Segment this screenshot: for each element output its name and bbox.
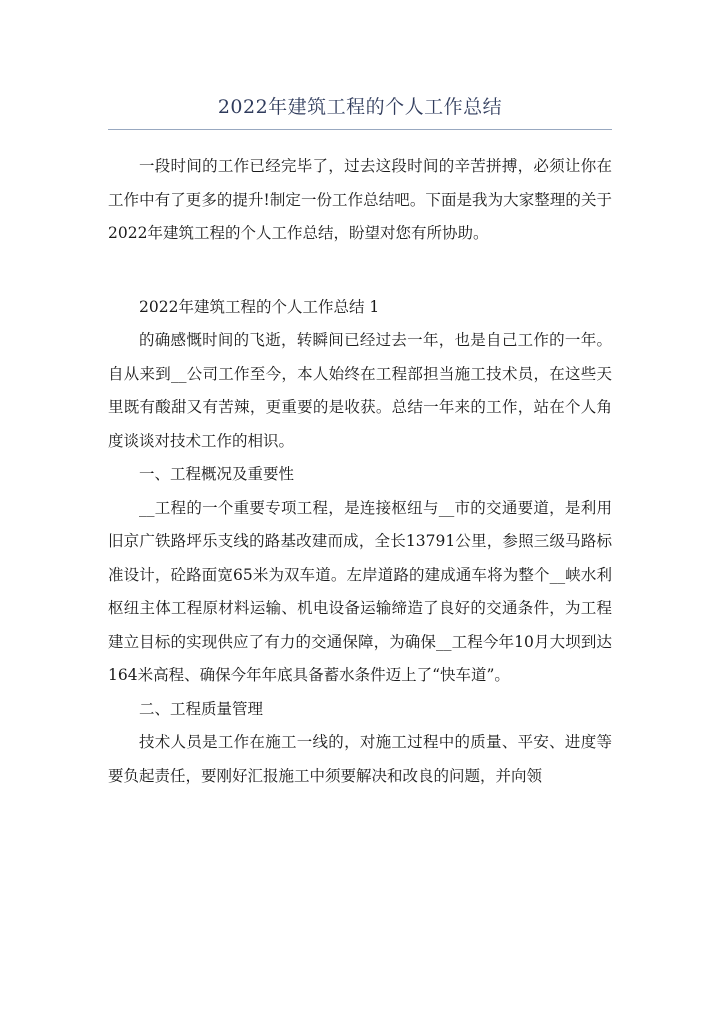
document-body xyxy=(108,150,612,793)
section-title: 2022年建筑工程的个人工作总结 1 xyxy=(139,297,380,316)
body-paragraph-1: 的确感慨时间的飞逝，转瞬间已经过去一年，也是自己工作的一年。自从来到__公司工作至今，本人始终在工程部担当施工技术员，在这些天里既有酸甜又有苦辣，更重要的是收获。总结一年来的工作，站在个人角度谈谈对技术工作的相识。 xyxy=(108,331,612,450)
body-paragraph-3: 技术人员是工作在施工一线的，对施工过程中的质量、平安、进度等要负起责任，要刚好汇报施工中须要解决和改良的问题，并向领 xyxy=(108,733,612,785)
document-title: 2022年建筑工程的个人工作总结 xyxy=(217,96,503,118)
body-paragraph-2: __工程的一个重要专项工程，是连接枢纽与__市的交通要道，是利用旧京广铁路坪乐支线的路基改建而成，全长13791公里，参照三级马路标准设计，砼路面宽65米为双车道。左岸道路的建成通车将为整个__峡水利枢纽主体工程原材料运输、机电设备运输缔造了良好的交通条件，为工程建立目标的实现供应了有力的交通保障，为确保__工程今年10月大坝到达164米高程、确保今年年底具备蓄水条件迈上了“快车道”。 xyxy=(108,498,612,684)
heading-project-overview: 一、工程概况及重要性 xyxy=(139,465,295,483)
intro-paragraph: 一段时间的工作已经完毕了，过去这段时间的辛苦拼搏，必须让你在工作中有了更多的提升!制定一份工作总结吧。下面是我为大家整理的关于2022年建筑工程的个人工作总结，盼望对您有所协助。 xyxy=(108,157,612,242)
heading-quality-management: 二、工程质量管理 xyxy=(139,699,264,718)
title-divider xyxy=(108,129,612,130)
